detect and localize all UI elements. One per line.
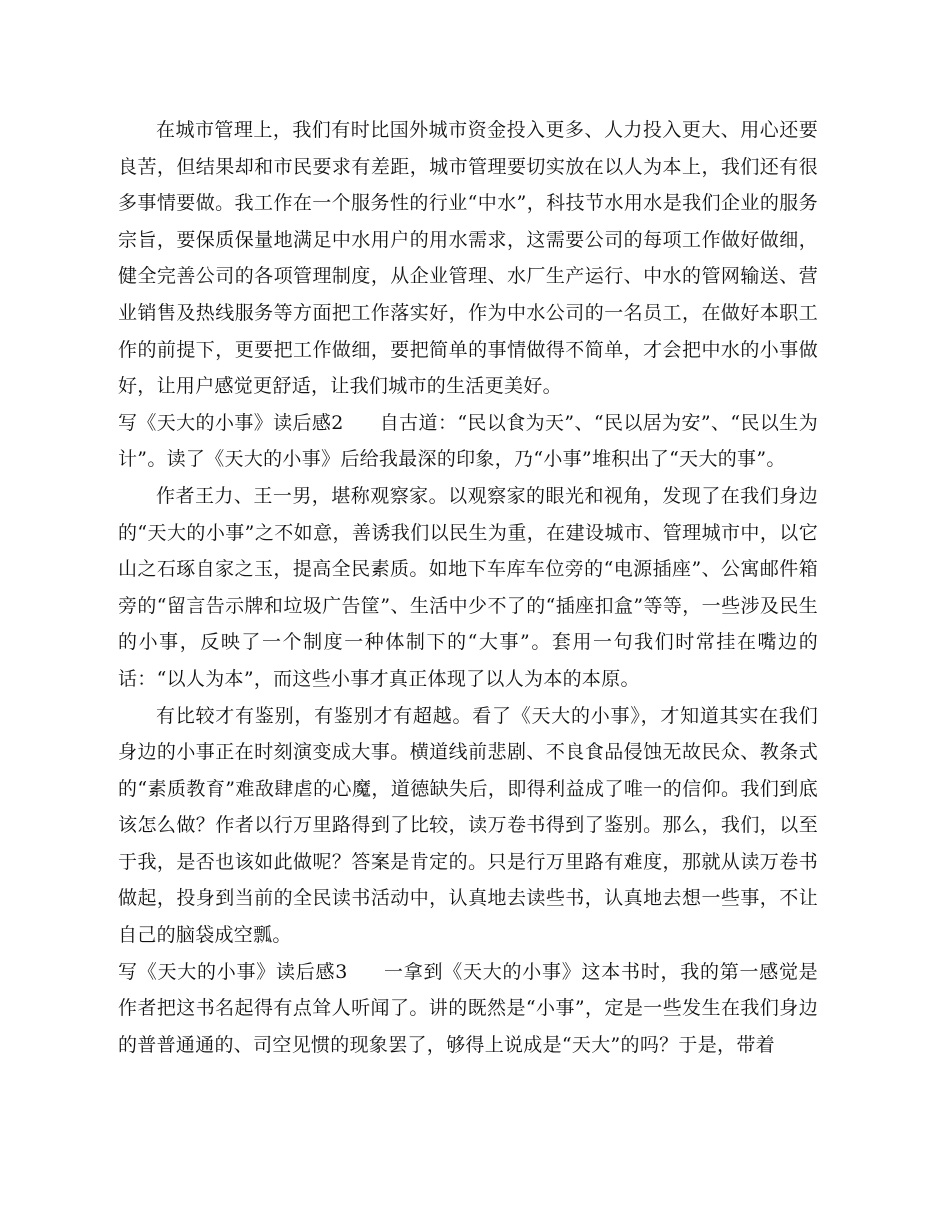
paragraph-4: 有比较才有鉴别，有鉴别才有超越。看了《天大的小事》，才知道其实在我们身边的小事正在时刻演变成大事。横道线前悲剧、不良食品侵蚀无故民众、教条式的“素质教育”难敌肆虐的心魔，道德缺失后，即得利益成了唯一的信仰。我们到底该怎么做？作者以行万里路得到了比较，读万卷书得到了鉴别。那么，我们，以至于我，是否也该如此做呢？答案是肯定的。只是行万里路有难度，那就从读万卷书做起，投身到当前的全民读书活动中，认真地去读些书，认真地去想一些事，不让自己的脑袋成空瓢。: [118, 704, 818, 947]
section-heading-2: 写《天大的小事》读后感2: [118, 411, 344, 434]
paragraph-5-text: 一拿到《天大的小事》这本书时，我的第一感觉是作者把这书名起得有点耸人听闻了。讲的既然是“小事”，定是一些发生在我们身边的普普通通的、司空见惯的现象罢了，够得上说成是“天大”的吗？于是，带着: [118, 960, 818, 1056]
document-body: [118, 112, 818, 1063]
paragraph-5: [118, 954, 818, 1064]
section-heading-3: 写《天大的小事》读后感3: [118, 960, 348, 983]
paragraph-1: 在城市管理上，我们有时比国外城市资金投入更多、人力投入更大、用心还要良苦，但结果却和市民要求有差距，城市管理要切实放在以人为本上，我们还有很多事情要做。我工作在一个服务性的行业“中水”，科技节水用水是我们企业的服务宗旨，要保质保量地满足中水用户的用水需求，这需要公司的每项工作做好做细，健全完善公司的各项管理制度，从企业管理、水厂生产运行、中水的管网输送、营业销售及热线服务等方面把工作落实好，作为中水公司的一名员工，在做好本职工作的前提下，更要把工作做细，要把简单的事情做得不简单，才会把中水的小事做好，让用户感觉更舒适，让我们城市的生活更美好。: [118, 119, 818, 398]
paragraph-2: [118, 405, 818, 478]
paragraph-3: 作者王力、王一男，堪称观察家。以观察家的眼光和视角，发现了在我们身边的“天大的小事”之不如意，善诱我们以民生为重，在建设城市、管理城市中，以它山之石琢自家之玉，提高全民素质。如地下车库车位旁的“电源插座”、公寓邮件箱旁的“留言告示牌和垃圾广告筐”、生活中少不了的“插座扣盒”等等，一些涉及民生的小事，反映了一个制度一种体制下的“大事”。套用一句我们时常挂在嘴边的话：“以人为本”，而这些小事才真正体现了以人为本的本原。: [118, 484, 818, 690]
paragraph-2-text: 自古道：“民以食为天”、“民以居为安”、“民以生为计”。读了《天大的小事》后给我最深的印象，乃“小事”堆积出了“天大的事”。: [118, 411, 818, 471]
